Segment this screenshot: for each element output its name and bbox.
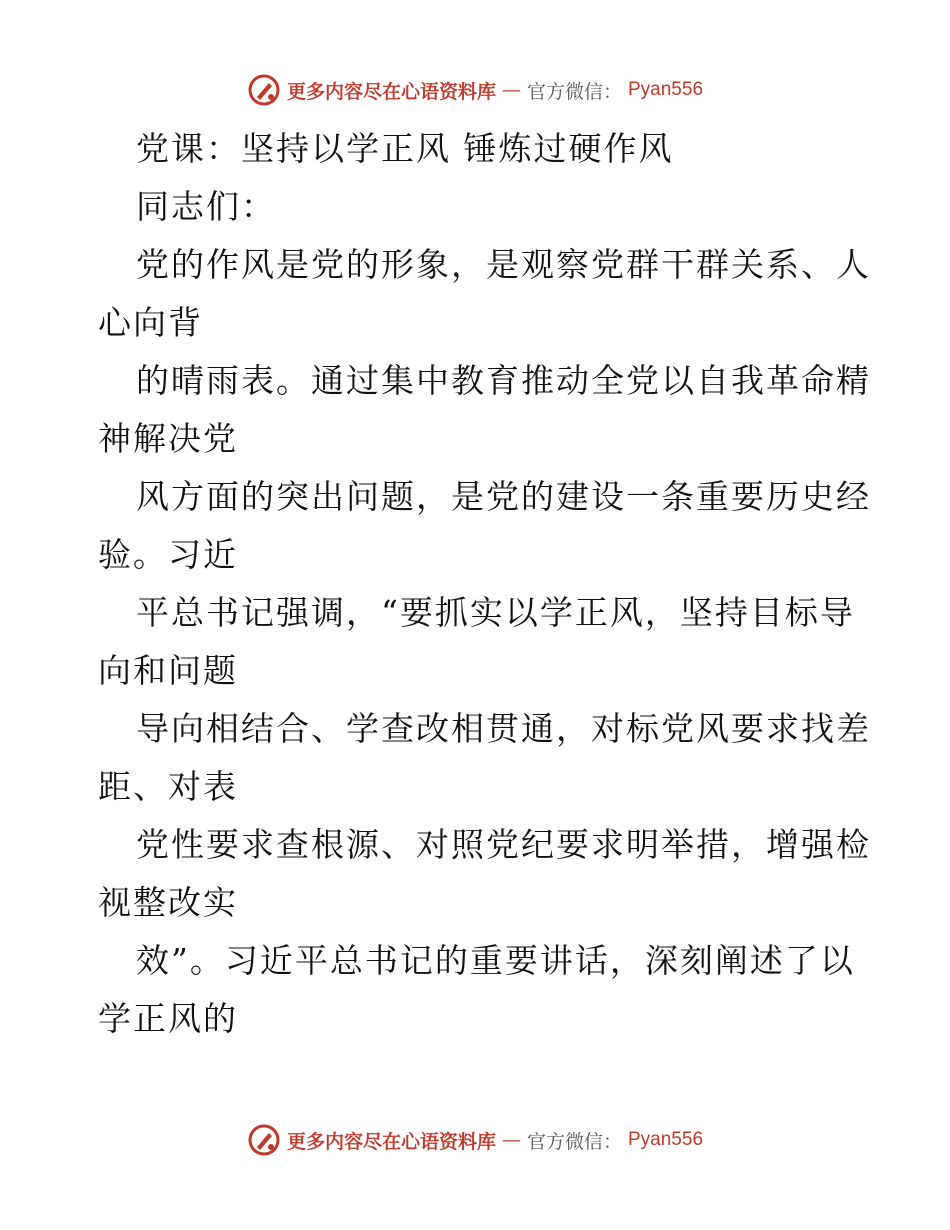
paragraph-line: 视整改实 (98, 883, 238, 922)
watermark-dash: — (501, 79, 521, 101)
header-watermark (0, 70, 950, 110)
watermark-label: 官方微信： (526, 1130, 622, 1153)
document-body (98, 120, 871, 1048)
paragraph-line: 导向相结合、学查改相贯通，对标党风要求找差 (136, 709, 871, 748)
pen-logo-icon (247, 73, 281, 107)
paragraph-line: 验。习近 (98, 535, 238, 574)
paragraph-line: 平总书记强调，“要抓实以学正风，坚持目标导 (136, 593, 855, 632)
watermark-label: 官方微信： (526, 80, 622, 103)
greeting: 同志们： (136, 187, 276, 226)
footer-watermark (0, 1120, 950, 1160)
watermark-site-text: 更多内容尽在心语资料库 (286, 1130, 496, 1153)
paragraph-line: 向和问题 (98, 651, 238, 690)
paragraph-line: 风方面的突出问题，是党的建设一条重要历史经 (136, 477, 871, 516)
document-title: 党课：坚持以学正风 锤炼过硬作风 (136, 129, 674, 168)
paragraph-line: 心向背 (98, 303, 203, 342)
paragraph-line: 党性要求查根源、对照党纪要求明举措，增强检 (136, 825, 871, 864)
paragraph-line: 党的作风是党的形象，是观察党群干群关系、人 (136, 245, 871, 284)
paragraph-line: 效”。习近平总书记的重要讲话，深刻阐述了以 (136, 941, 855, 980)
paragraph-line: 距、对表 (98, 767, 238, 806)
paragraph-line: 神解决党 (98, 419, 238, 458)
watermark-dash: — (501, 1129, 521, 1151)
paragraph-line: 学正风的 (98, 999, 238, 1038)
paragraph-line: 的晴雨表。通过集中教育推动全党以自我革命精 (136, 361, 871, 400)
pen-logo-icon (247, 1123, 281, 1157)
watermark-wechat-id: Pyan556 (628, 1129, 704, 1150)
watermark-wechat-id: Pyan556 (628, 79, 704, 100)
watermark-site-text: 更多内容尽在心语资料库 (286, 80, 496, 103)
